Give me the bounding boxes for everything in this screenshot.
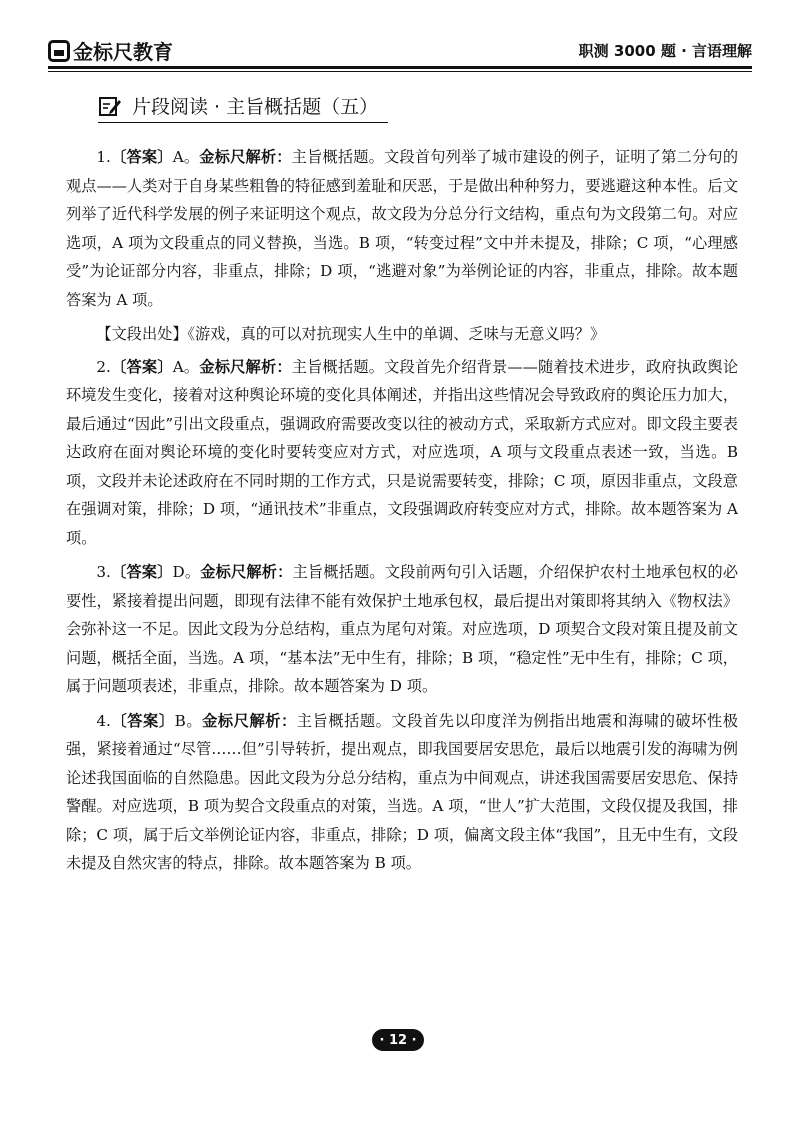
- analysis-text: 主旨概括题。文段首句列举了城市建设的例子，证明了第二分句的观点——人类对于自身某些粗鲁的特征感到羞耻和厌恶，于是做出种种努力，要逃避这种本性。后文列举了近代科学发展的例子来证明这个观点，故文段为分总分行文结构，重点句为文段第二句。对应选项，A 项为文段重点的同义替换，当选。B 项，“转变过程”文中并未提及，排除；C 项，“心理感受”为论证部分内容，非重点，排除；D 项，“逃避对象”为举例论证的内容，非重点，排除。故本题答案为 A 项。: [66, 148, 739, 309]
- header-rule-thin: [48, 71, 752, 72]
- source-text: 《游戏，真的可以对抗现实人生中的单调、乏味与无意义吗？》: [187, 325, 606, 343]
- answer-label: 〔答案〕: [110, 357, 173, 376]
- answer-label: 〔答案〕: [110, 148, 173, 166]
- answer-number: 1.: [96, 148, 111, 166]
- section-underline: [98, 122, 388, 123]
- answer-item-1: [66, 143, 738, 314]
- page-number: · 12 ·: [372, 1029, 424, 1051]
- answer-content: [66, 143, 738, 884]
- answer-label: 〔答案〕: [110, 711, 175, 730]
- analysis-label: 金标尺解析：: [200, 563, 293, 581]
- analysis-text: 主旨概括题。文段首先介绍背景——随着技术进步，政府执政舆论环境发生变化，接着对这种舆论环境的变化具体阐述，并指出这些情况会导致政府的舆论压力加大，最后通过“因此”引出文段重点，强调政府需要改变以往的被动方式，采取新方式应对。即文段主要表达政府在面对舆论环境的变化时要转变应对方式，对应选项，A 项与文段重点表述一致，当选。B 项，文段并未论述政府在不同时期的工作方式，只是说需要转变，排除；C 项，原因非重点，文段意在强调对策，排除；D 项，“通讯技术”非重点，文段强调政府转变应对方式，排除。故本题答案为 A 项。: [66, 357, 739, 547]
- section-heading: [98, 92, 388, 126]
- analysis-label: 金标尺解析：: [199, 148, 292, 166]
- brand-logo-text: 金标尺教育: [73, 40, 173, 64]
- section-title: 片段阅读 · 主旨概括题（五）: [132, 96, 379, 118]
- page-header: [48, 32, 752, 68]
- answer-label: 〔答案〕: [110, 563, 173, 581]
- analysis-label: 金标尺解析：: [202, 711, 297, 730]
- analysis-text: 主旨概括题。文段首先以印度洋为例指出地震和海啸的破坏性极强，紧接着通过“尽管……但”引导转折，提出观点，即我国要居安思危，最后以地震引发的海啸为例论述我国面临的自然隐患。因此文段为分总分结构，重点为中间观点，讲述我国需要居安思危、保持警醒。对应选项，B 项为契合文段重点的对策，当选。A 项，“世人”扩大范围，文段仅提及我国，排除；C 项，属于后文举例论证内容，非重点，排除；D 项，偏离文段主体“我国”，且无中生有，文段未提及自然灾害的特点，排除。故本题答案为 B 项。: [66, 711, 738, 872]
- answer-item-2: [66, 353, 738, 553]
- header-rule: [48, 66, 752, 69]
- brand-logo-icon: [48, 40, 70, 62]
- answer-value: D。: [172, 563, 201, 581]
- answer-number: 3.: [96, 563, 111, 581]
- answer-item-4: [66, 707, 738, 878]
- answer-item-3: [66, 558, 738, 701]
- source-label: 【文段出处】: [96, 325, 188, 343]
- answer-value: A。: [172, 148, 200, 166]
- answer-value: B。: [174, 711, 203, 730]
- answer-number: 2.: [96, 357, 111, 376]
- answer-number: 4.: [96, 711, 111, 730]
- brand-logo: [48, 36, 173, 65]
- analysis-text: 主旨概括题。文段前两句引入话题，介绍保护农村土地承包权的必要性，紧接着提出问题，即现有法律不能有效保护土地承包权，最后提出对策即将其纳入《物权法》会弥补这一不足。因此文段为分总结构，重点为尾句对策。对应选项，D 项契合文段对策且提及前文问题，概括全面，当选。A 项，“基本法”无中生有，排除；B 项，“稳定性”无中生有，排除；C 项，属于问题项表述，非重点，排除。故本题答案为 D 项。: [66, 563, 739, 695]
- source-note: [66, 320, 738, 349]
- analysis-label: 金标尺解析：: [199, 357, 292, 376]
- answer-value: A。: [172, 357, 200, 376]
- book-title: 职测 3000 题 · 言语理解: [578, 42, 752, 60]
- edit-pencil-icon: [98, 94, 122, 118]
